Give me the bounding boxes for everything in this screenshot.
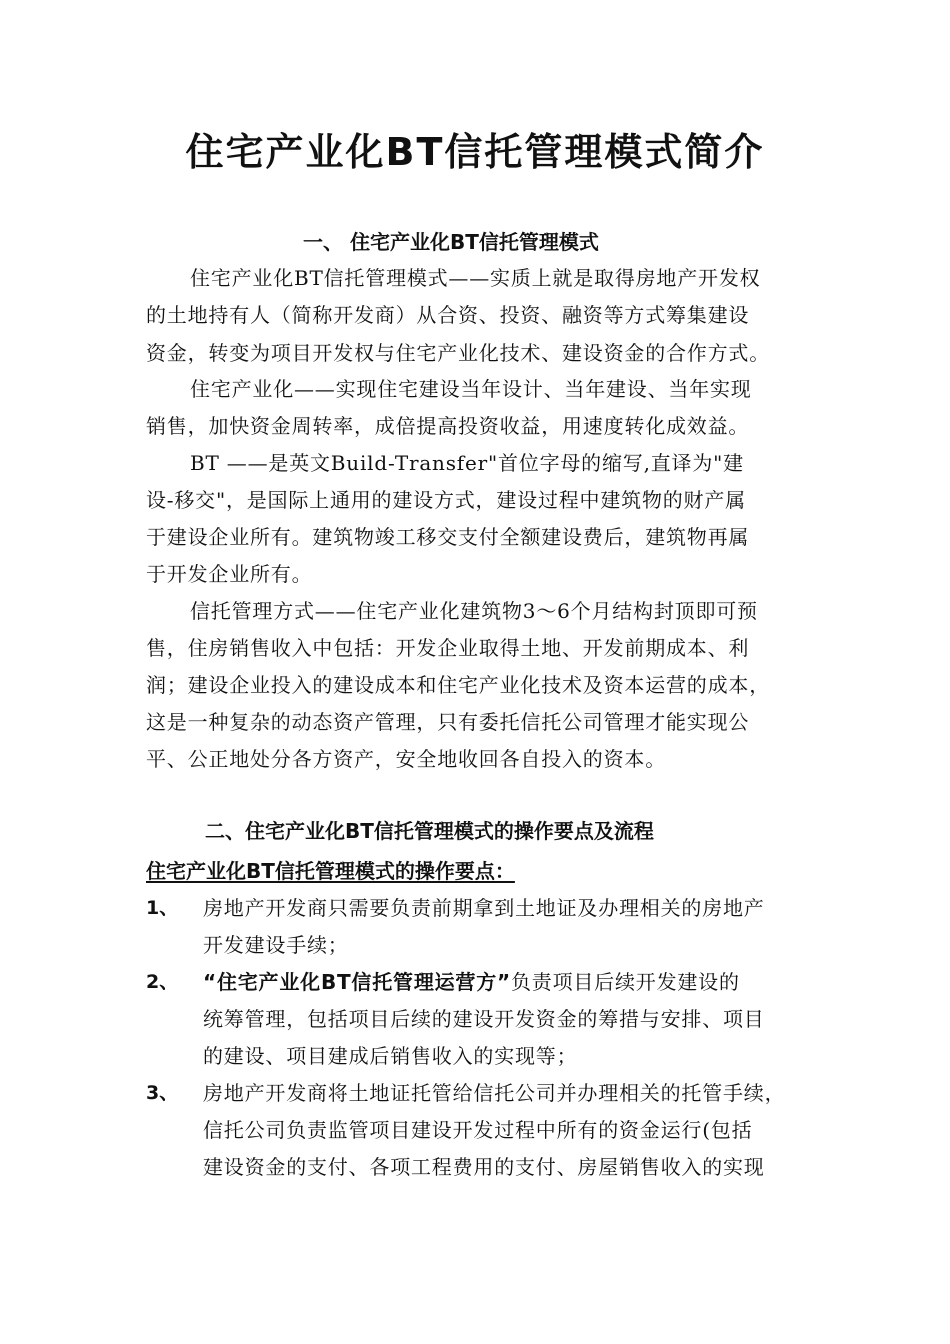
paragraph-line: 润；建设企业投入的建设成本和住宅产业化技术及资本运营的成本，: [146, 673, 770, 697]
paragraph-line: 平、公正地处分各方资产，安全地收回各自投入的资本。: [146, 747, 666, 771]
list-item-line: 开发建设手续；: [203, 933, 349, 957]
document-title: 住宅产业化BT信托管理模式简介: [185, 130, 765, 174]
list-item-line: 房地产开发商将土地证托管给信托公司并办理相关的托管手续，: [203, 1081, 786, 1105]
section-2-heading: 二、住宅产业化BT信托管理模式的操作要点及流程: [205, 819, 654, 843]
list-item-line: 的建设、项目建成后销售收入的实现等；: [203, 1044, 578, 1068]
list-item-line: 信托公司负责监管项目建设开发过程中所有的资金运行(包括: [203, 1118, 753, 1142]
list-item-number: 1、: [146, 897, 179, 919]
list-item-line: 房地产开发商只需要负责前期拿到土地证及办理相关的房地产: [203, 896, 765, 920]
paragraph-line: 售，住房销售收入中包括：开发企业取得土地、开发前期成本、利: [146, 636, 750, 660]
paragraph-line: 设-移交"，是国际上通用的建设方式，建设过程中建筑物的财产属: [146, 488, 746, 512]
paragraph-line: 销售，加快资金周转率，成倍提高投资收益，用速度转化成效益。: [146, 414, 750, 438]
list-item-line-rest: 负责项目后续开发建设的: [510, 970, 740, 994]
paragraph-line: BT ——是英文Build-Transfer"首位字母的缩写,直译为"建: [190, 451, 744, 475]
paragraph-line: 这是一种复杂的动态资产管理，只有委托信托公司管理才能实现公: [146, 710, 750, 734]
list-item-line: 统筹管理，包括项目后续的建设开发资金的筹措与安排、项目: [203, 1007, 765, 1031]
paragraph-line: 资金，转变为项目开发权与住宅产业化技术、建设资金的合作方式。: [146, 341, 770, 365]
paragraph-line: 于建设企业所有。建筑物竣工移交支付全额建设费后，建筑物再属: [146, 525, 750, 549]
paragraph-line: 于开发企业所有。: [146, 562, 313, 586]
section-1-heading: 一、 住宅产业化BT信托管理模式: [303, 230, 599, 254]
list-item-line: [203, 967, 740, 997]
paragraph-line: 的土地持有人（简称开发商）从合资、投资、融资等方式筹集建设: [146, 303, 750, 327]
list-item-number: 2、: [146, 971, 179, 993]
section-2-subheading: 住宅产业化BT信托管理模式的操作要点：: [146, 859, 515, 883]
paragraph-line: 住宅产业化——实现住宅建设当年设计、当年建设、当年实现: [190, 377, 752, 401]
list-item-line: 建设资金的支付、各项工程费用的支付、房屋销售收入的实现: [203, 1155, 765, 1179]
list-item-number: 3、: [146, 1082, 179, 1104]
list-item-lead-emphasis: “住宅产业化BT信托管理运营方”: [203, 970, 511, 994]
paragraph-line: 信托管理方式——住宅产业化建筑物3～6个月结构封顶即可预: [190, 599, 758, 623]
paragraph-line: 住宅产业化BT信托管理模式——实质上就是取得房地产开发权: [190, 266, 761, 290]
